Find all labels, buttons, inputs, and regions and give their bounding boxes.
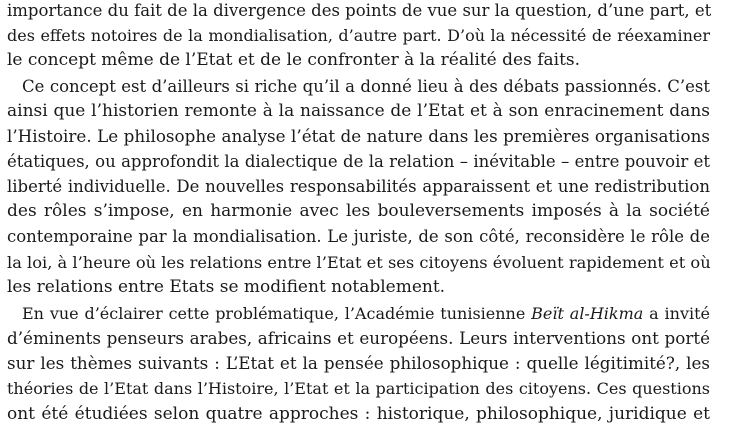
text-line: ont été étudiées selon quatre approches : historique, philosophique, juridique et — [7, 404, 710, 424]
text-line: étatiques, ou approfondit la dialectique de la relation – inévitable – entre pouvoir et — [7, 152, 710, 171]
text-line: contemporaine par la mondialisation. Le juriste, de son côté, reconsidère le rôle de — [7, 227, 710, 246]
text-segment: En vue d’éclairer cette problématique, l’Académie tunisienne — [22, 304, 532, 323]
text-line: des effets notoires de la mondialisation, d’autre part. D’où la nécessité de réexaminer — [7, 26, 710, 45]
institution-name-italic: Beït al-Hikma — [531, 304, 644, 323]
text-segment: a invité — [643, 304, 711, 323]
text-line: des rôles s’impose, en harmonie avec les bouleversements imposés à la société — [7, 201, 710, 221]
text-line: liberté individuelle. De nouvelles responsabilités apparaissent et une redistribution — [7, 177, 710, 196]
text-line: le concept même de l’Etat et de le confronter à la réalité des faits. — [7, 50, 581, 70]
text-line: d’éminents penseurs arabes, africains et européens. Leurs interventions ont porté — [7, 328, 710, 348]
text-line: l’Histoire. Le philosophe analyse l’état de nature dans les premières organisations — [7, 126, 710, 146]
text-line: sur les thèmes suivants : L’Etat et la pensée philosophique : quelle légitimité?, les — [7, 353, 710, 373]
text-line: importance du fait de la divergence des points de vue sur la question, d’une part, et — [7, 1, 712, 20]
text-line: ainsi que l’historien remonte à la naissance de l’Etat et à son enracinement dans — [7, 101, 710, 121]
text-line: théories de l’Etat dans l’Histoire, l’Etat et la participation des citoyens. Ces questions — [7, 379, 710, 398]
paragraph-first-line — [22, 301, 710, 326]
text-line: la loi, à l’heure où les relations entre l’Etat et ses citoyens évoluent rapidement et où — [7, 253, 711, 272]
paragraph-first-line: Ce concept est d’ailleurs si riche qu’il a donné lieu à des débats passionnés. C’est — [22, 77, 710, 96]
text-line: les relations entre Etats se modifient notablement. — [7, 277, 446, 297]
